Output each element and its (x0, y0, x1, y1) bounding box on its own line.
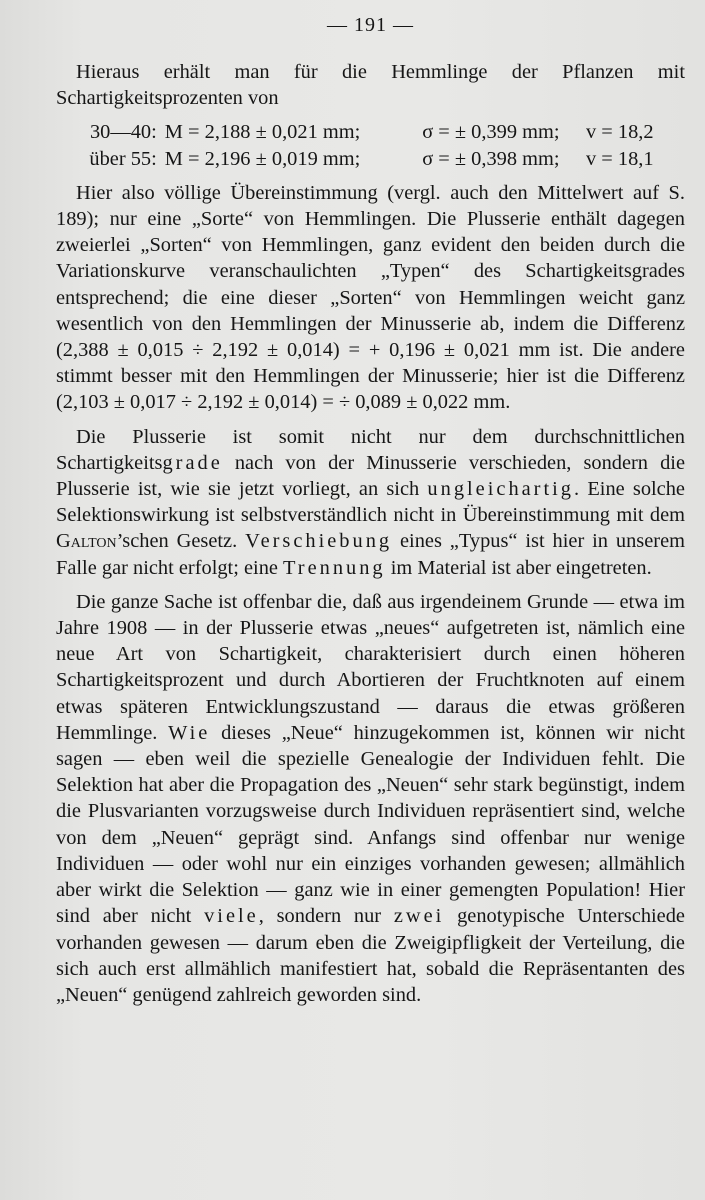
paragraph-1: Hier also völlige Übereinstimmung (vergl. auch den Mittelwert auf S. 189); nur eine „Sorte“ von Hemmlingen. Die Plusserie enthält dagegen zweierlei „Sorten“ von Hemmlingen, ganz evident den beiden durch die Variationskurve veranschaulichten „Typen“ des Schartigkeitsgrades entsprechend; die eine dieser „Sorten“ von Hemmlingen weicht ganz wesentlich von den Hemmlingen der Minusserie ab, indem die Differenz (2,388 ± 0,015 ÷ 2,192 ± 0,014) = + 0,196 ± 0,021 mm ist. Die andere stimmt besser mit den Hemmlingen der Minusserie; hier ist die Differenz (2,103 ± 0,017 ÷ 2,192 ± 0,014) = ÷ 0,089 ± 0,022 mm. (56, 181, 685, 414)
paragraph-2 (56, 424, 685, 581)
emphasis: Wie (168, 721, 211, 744)
text-run: Die Plusserie ist somit nicht nur dem durchschnittlichen Schartigkeits (56, 425, 685, 474)
text-run: Die ganze Sache ist offenbar die, daß aus irgendeinem Grunde — etwa im Jahre 1908 — in der Plusserie etwas „neues“ aufgetreten ist, nämlich eine neue Art von Schartigkeit, charakterisiert durch einen höheren Schartigkeitsprozent und durch Abortieren der Fruchtknoten auf einem etwas späteren Entwicklungszustand — daraus die etwas größeren Hemmlinge. (56, 590, 685, 744)
text-run: dieses „Neue“ hinzugekommen ist, können wir nicht sagen — eben weil die spezielle Genealogie der Individuen fehlt. Die Selektion hat aber die Propagation des „Neuen“ sehr stark begünstigt, indem die Plusvarianten vorzugsweise durch Individuen repräsentiert sind, welche von dem „Neuen“ geprägt sind. Anfangs sind offenbar nur wenige Individuen — oder wohl nur ein einziges vorhanden gewesen; allmählich aber wirkt die Selektion — ganz wie in einer gemengten Population! Hier sind aber nicht (56, 721, 685, 928)
formula-v: v = 18,1 (586, 147, 654, 170)
formula-label: über 55: (89, 147, 157, 170)
formula-label: 30—40: (89, 121, 157, 144)
formula-row (56, 119, 685, 145)
intro-paragraph: Hieraus erhält man für die Hemmlinge der Pflanzen mit Schartigkeitsprozenten von (56, 61, 685, 110)
page-number: — 191 — (327, 14, 414, 36)
formula-v: v = 18,2 (586, 121, 654, 144)
emphasis: viele (204, 905, 259, 928)
paragraph-3 (56, 589, 685, 1008)
text-run: im Material ist aber eingetreten. (385, 556, 652, 579)
emphasis: zwei (393, 905, 445, 928)
formula-sigma: σ = ± 0,399 mm; (422, 121, 560, 144)
author-name: Galton (56, 530, 117, 553)
text-run: . Eine solche Selektionswirkung ist selbstverständlich nicht in Übereinstimmung mit dem (56, 478, 685, 527)
emphasis: grade (162, 451, 223, 474)
text-run: , sondern nur (258, 905, 394, 928)
formula-block (56, 119, 685, 171)
formula-sigma: σ = ± 0,398 mm; (422, 147, 560, 170)
formula-row (56, 146, 685, 172)
emphasis: ungleichartig (427, 478, 575, 501)
emphasis: Verschiebung (245, 530, 393, 553)
text-run: eines „Typus“ ist hier in unserem Falle gar nicht erfolgt; eine (56, 530, 685, 579)
emphasis: Trennung (283, 556, 386, 579)
text-run: ’schen Gesetz. (116, 530, 246, 553)
formula-mean: M = 2,196 ± 0,019 mm; (164, 147, 361, 170)
text-run: genotypische Unterschiede vorhanden gewesen — darum eben die Zweigipfligkeit der Verteilung, die sich auch erst allmählich manifestiert hat, sobald die Repräsentanten des „Neuen“ genügend zahlreich geworden sind. (56, 905, 685, 1006)
formula-mean: M = 2,188 ± 0,021 mm; (164, 121, 361, 144)
text-run: nach von der Minusserie verschieden, sondern die Plusserie ist, wie sie jetzt vorliegt, an sich (56, 451, 685, 501)
